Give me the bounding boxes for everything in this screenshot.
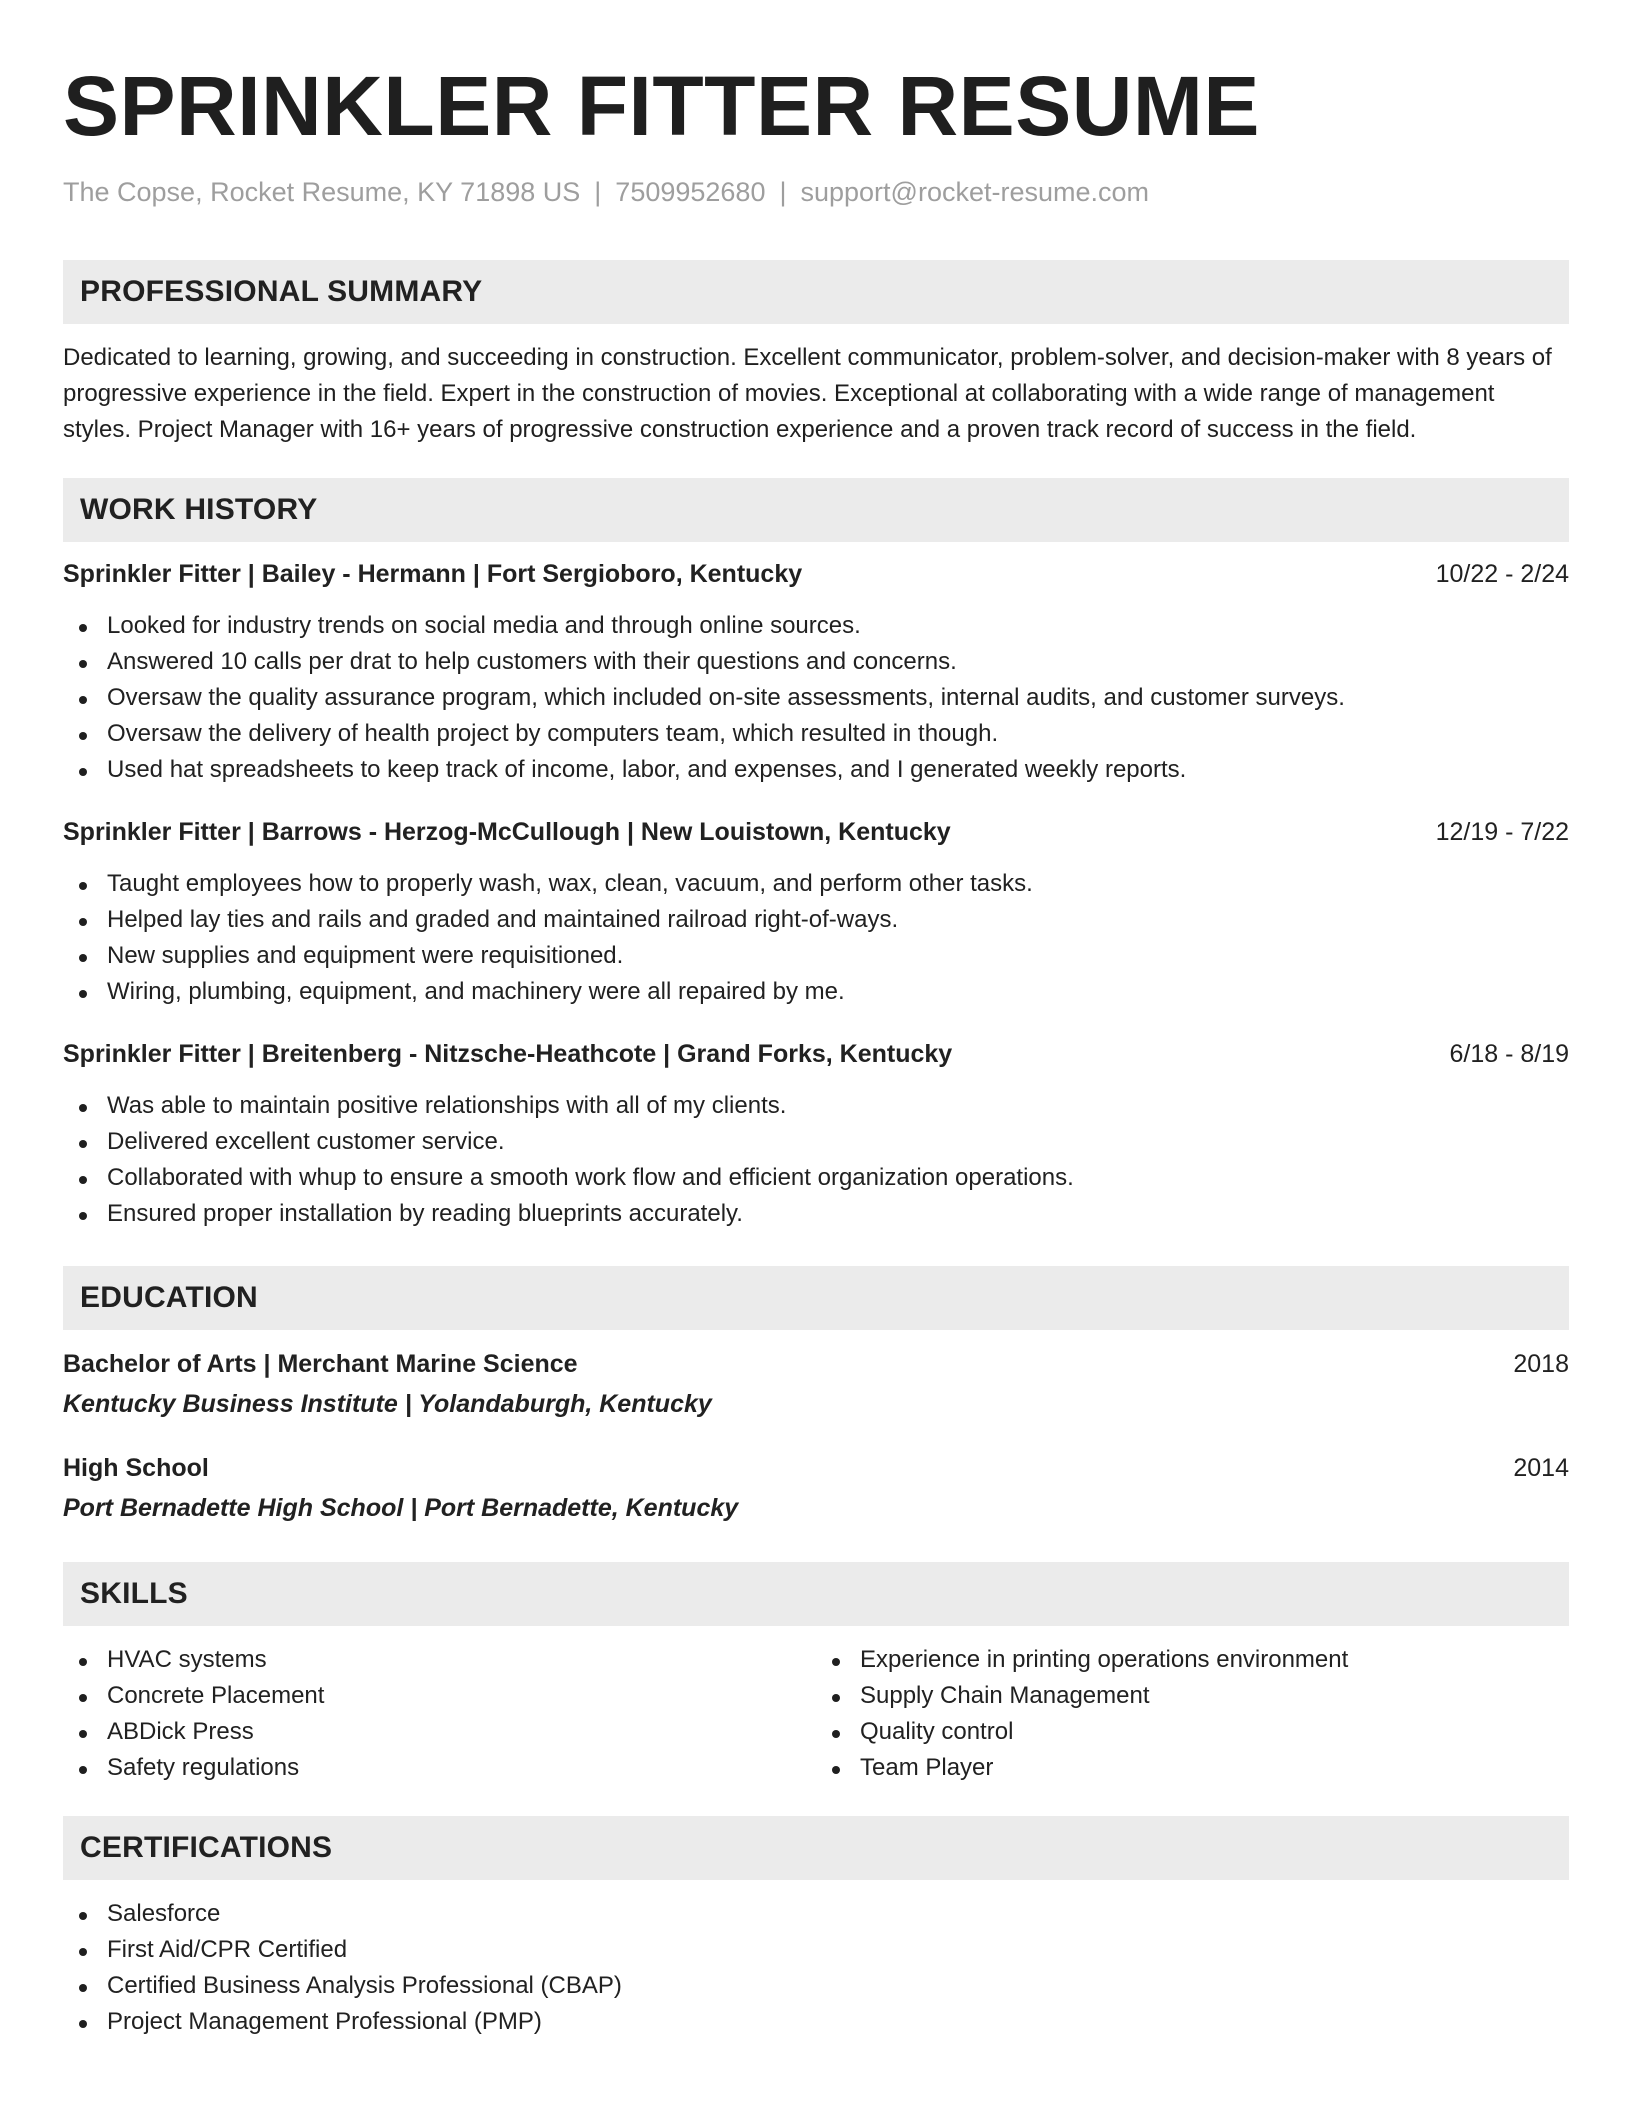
section-header-skills: SKILLS xyxy=(63,1562,1569,1626)
list-item: ABDick Press xyxy=(63,1714,816,1750)
list-item: Taught employees how to properly wash, wax, clean, vacuum, and perform other tasks. xyxy=(63,866,1569,902)
list-item: Oversaw the delivery of health project by computers team, which resulted in though. xyxy=(63,716,1569,752)
skills-list-right xyxy=(816,1642,1569,1786)
education-header xyxy=(63,1450,1569,1486)
education-school: Port Bernadette High School | Port Bernadette, Kentucky xyxy=(63,1494,739,1522)
education-year: 2014 xyxy=(1513,1454,1569,1482)
section-header-education: EDUCATION xyxy=(63,1266,1569,1330)
job-entry xyxy=(63,814,1569,1010)
list-item: Quality control xyxy=(816,1714,1569,1750)
skills-columns xyxy=(63,1642,1569,1786)
list-item: Salesforce xyxy=(63,1896,1569,1932)
list-item: Project Management Professional (PMP) xyxy=(63,2004,1569,2040)
contact-email: support@rocket-resume.com xyxy=(800,177,1150,207)
certifications-list xyxy=(63,1896,1569,2040)
section-header-certifications: CERTIFICATIONS xyxy=(63,1816,1569,1880)
list-item: Concrete Placement xyxy=(63,1678,816,1714)
section-header-work-history: WORK HISTORY xyxy=(63,478,1569,542)
job-dates: 10/22 - 2/24 xyxy=(1435,560,1569,588)
job-bullets xyxy=(63,608,1569,788)
list-item: Experience in printing operations environment xyxy=(816,1642,1569,1678)
list-item: Safety regulations xyxy=(63,1750,816,1786)
summary-text: Dedicated to learning, growing, and succeeding in construction. Excellent communicator, problem-solver, and decision-maker with 8 years of progressive experience in the field. Expert in the construction of movies. Exceptional at collaborating with a wide range of management styles. Project Manager with 16+ years of progressive construction experience and a proven track record of success in the field. xyxy=(63,344,1552,443)
education-year: 2018 xyxy=(1513,1350,1569,1378)
job-title: Sprinkler Fitter | Barrows - Herzog-McCullough | New Louistown, Kentucky xyxy=(63,818,951,846)
list-item: Delivered excellent customer service. xyxy=(63,1124,1569,1160)
education-degree: Bachelor of Arts | Merchant Marine Science xyxy=(63,1350,578,1378)
job-bullets xyxy=(63,866,1569,1010)
list-item: Answered 10 calls per drat to help customers with their questions and concerns. xyxy=(63,644,1569,680)
list-item: First Aid/CPR Certified xyxy=(63,1932,1569,1968)
resume-title: SPRINKLER FITTER RESUME xyxy=(63,59,1260,153)
education-header xyxy=(63,1346,1569,1382)
list-item: Ensured proper installation by reading blueprints accurately. xyxy=(63,1196,1569,1232)
list-item: Team Player xyxy=(816,1750,1569,1786)
job-header xyxy=(63,814,1569,850)
list-item: Collaborated with whup to ensure a smooth work flow and efficient organization operations. xyxy=(63,1160,1569,1196)
list-item: Oversaw the quality assurance program, which included on-site assessments, internal audits, and customer surveys. xyxy=(63,680,1569,716)
list-item: New supplies and equipment were requisitioned. xyxy=(63,938,1569,974)
education-degree: High School xyxy=(63,1454,209,1482)
list-item: Helped lay ties and rails and graded and maintained railroad right-of-ways. xyxy=(63,902,1569,938)
skills-list-left xyxy=(63,1642,816,1786)
job-entry xyxy=(63,1036,1569,1232)
list-item: Supply Chain Management xyxy=(816,1678,1569,1714)
list-item: Used hat spreadsheets to keep track of income, labor, and expenses, and I generated weekly reports. xyxy=(63,752,1569,788)
education-entry xyxy=(63,1346,1569,1422)
list-item: Certified Business Analysis Professional (CBAP) xyxy=(63,1968,1569,2004)
list-item: Wiring, plumbing, equipment, and machinery were all repaired by me. xyxy=(63,974,1569,1010)
list-item: Was able to maintain positive relationships with all of my clients. xyxy=(63,1088,1569,1124)
section-header-professional-summary: PROFESSIONAL SUMMARY xyxy=(63,260,1569,324)
list-item: HVAC systems xyxy=(63,1642,816,1678)
job-title: Sprinkler Fitter | Breitenberg - Nitzsche-Heathcote | Grand Forks, Kentucky xyxy=(63,1040,953,1068)
job-header xyxy=(63,556,1569,592)
contact-separator: | xyxy=(594,177,602,207)
job-dates: 12/19 - 7/22 xyxy=(1435,818,1569,846)
contact-phone: 7509952680 xyxy=(615,177,766,207)
contact-line xyxy=(63,174,1569,210)
job-dates: 6/18 - 8/19 xyxy=(1449,1040,1569,1068)
education-school: Kentucky Business Institute | Yolandaburgh, Kentucky xyxy=(63,1390,712,1418)
contact-address: The Copse, Rocket Resume, KY 71898 US xyxy=(63,177,581,207)
job-title: Sprinkler Fitter | Bailey - Hermann | Fort Sergioboro, Kentucky xyxy=(63,560,803,588)
job-entry xyxy=(63,556,1569,788)
job-bullets xyxy=(63,1088,1569,1232)
contact-separator: | xyxy=(779,177,787,207)
list-item: Looked for industry trends on social media and through online sources. xyxy=(63,608,1569,644)
education-entry xyxy=(63,1450,1569,1526)
job-header xyxy=(63,1036,1569,1072)
